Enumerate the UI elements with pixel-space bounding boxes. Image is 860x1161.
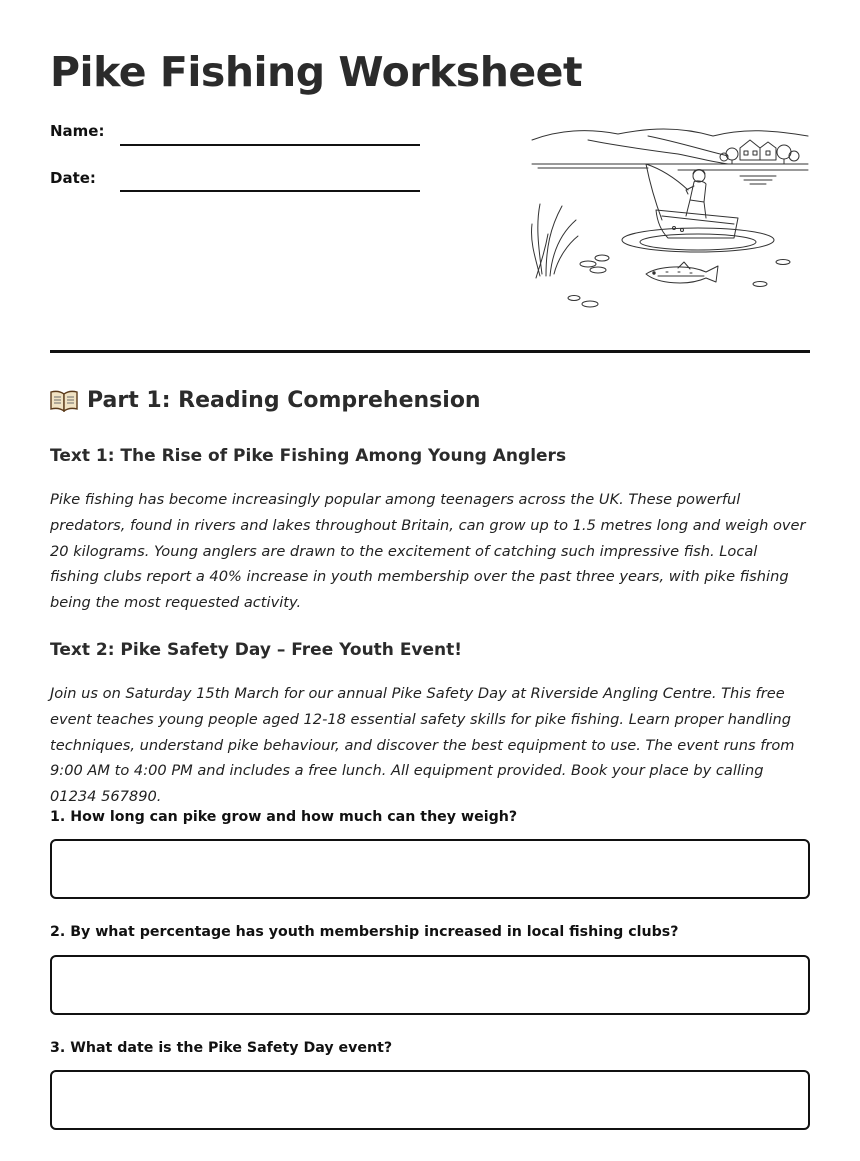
text1-heading: Text 1: The Rise of Pike Fishing Among Young Anglers [50, 446, 567, 466]
open-book-icon [50, 390, 78, 412]
text2-passage: Join us on Saturday 15th March for our annual Pike Safety Day at Riverside Angling Centre. This free event teaches young people aged 12-18 essential safety skills for pike fishing. Learn proper handling techniques, understand pike behaviour, and discover the best equipment to use. The event runs from 9:00 AM to 4:00 PM and includes a free lunch. All equipment provided. Book your place by calling 01234 567890. [50, 685, 795, 806]
name-label: Name: [50, 122, 105, 140]
part1-heading [50, 388, 481, 413]
part1-heading-text: Part 1: Reading Comprehension [87, 388, 481, 413]
header-divider [50, 350, 810, 353]
question-1: 1. How long can pike grow and how much can they weigh? [50, 809, 518, 825]
fishing-boat-illustration [528, 124, 810, 314]
text2-heading: Text 2: Pike Safety Day – Free Youth Event! [50, 640, 463, 660]
answer-box-2[interactable] [50, 955, 810, 1015]
answer-box-1[interactable] [50, 839, 810, 899]
text1-passage: Pike fishing has become increasingly popular among teenagers across the UK. These powerful predators, found in rivers and lakes throughout Britain, can grow up to 1.5 metres long and weigh over 20 kilograms. Young anglers are drawn to the excitement of catching such impressive fish. Local fishing clubs report a 40% increase in youth membership over the past three years, with pike fishing being the most requested activity. [50, 491, 806, 612]
question-2: 2. By what percentage has youth membership increased in local fishing clubs? [50, 924, 679, 940]
answer-box-3[interactable] [50, 1070, 810, 1130]
name-field[interactable] [120, 144, 420, 146]
page-title: Pike Fishing Worksheet [50, 48, 583, 96]
question-3: 3. What date is the Pike Safety Day event? [50, 1040, 393, 1056]
date-field[interactable] [120, 190, 420, 192]
date-label: Date: [50, 169, 96, 187]
